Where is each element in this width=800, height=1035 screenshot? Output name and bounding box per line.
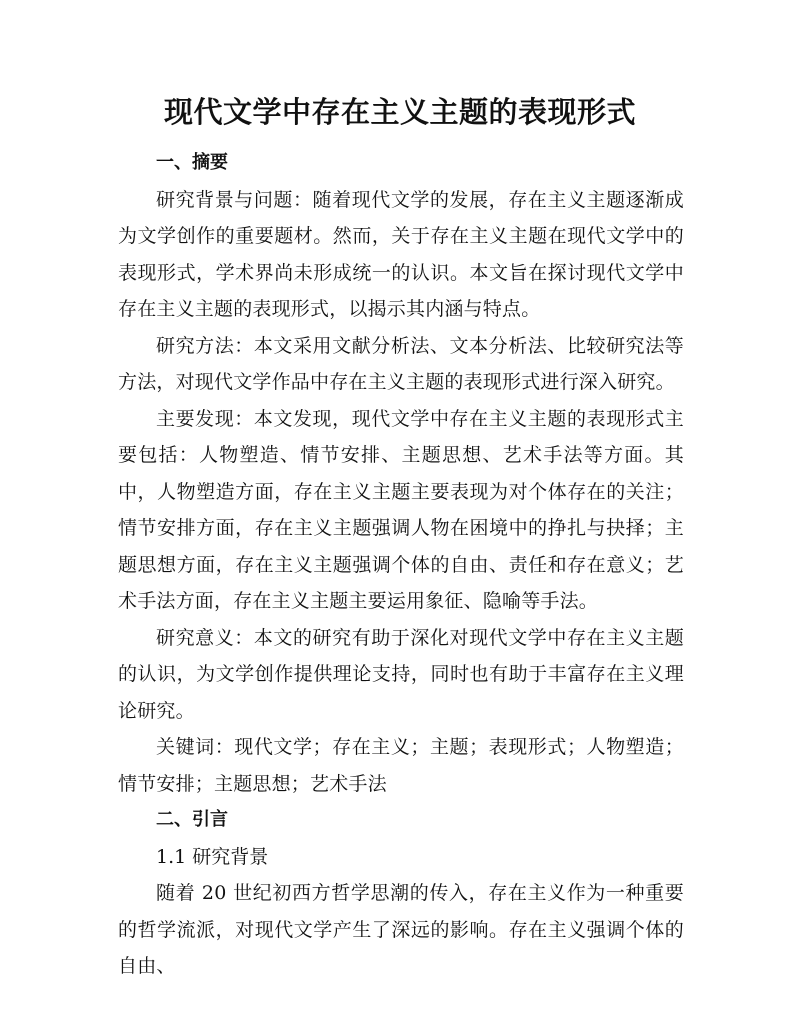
introduction-heading: 二、引言 (156, 809, 228, 830)
background-paragraph: 研究背景与问题：随着现代文学的发展，存在主义主题逐渐成为文学创作的重要题材。然而，关于存在主义主题在现代文学中的表现形式，学术界尚未形成统一的认识。本文旨在探讨现代文学中存在主义主题的表现形式，以揭示其内涵与特点。 (118, 188, 684, 320)
methods-paragraph: 研究方法：本文采用文献分析法、文本分析法、比较研究法等方法，对现代文学作品中存在主义主题的表现形式进行深入研究。 (118, 334, 684, 393)
significance-paragraph: 研究意义：本文的研究有助于深化对现代文学中存在主义主题的认识，为文学创作提供理论支持，同时也有助于丰富存在主义理论研究。 (118, 626, 684, 722)
findings-paragraph: 主要发现：本文发现，现代文学中存在主义主题的表现形式主要包括：人物塑造、情节安排、主题思想、艺术手法等方面。其中，人物塑造方面，存在主义主题主要表现为对个体存在的关注；情节安排方面，存在主义主题强调人物在困境中的挣扎与抉择；主题思想方面，存在主义主题强调个体的自由、责任和存在意义；艺术手法方面，存在主义主题主要运用象征、隐喻等手法。 (118, 407, 684, 612)
abstract-heading: 一、摘要 (156, 152, 228, 173)
keywords-paragraph: 关键词：现代文学；存在主义；主题；表现形式；人物塑造；情节安排；主题思想；艺术手法 (118, 736, 684, 795)
document-body (118, 145, 684, 985)
introduction-paragraph: 随着 20 世纪初西方哲学思潮的传入，存在主义作为一种重要的哲学流派，对现代文学产生了深远的影响。存在主义强调个体的自由、 (118, 882, 684, 977)
research-background-subheading: 1.1 研究背景 (156, 845, 269, 868)
document-title: 现代文学中存在主义主题的表现形式 (163, 95, 636, 129)
